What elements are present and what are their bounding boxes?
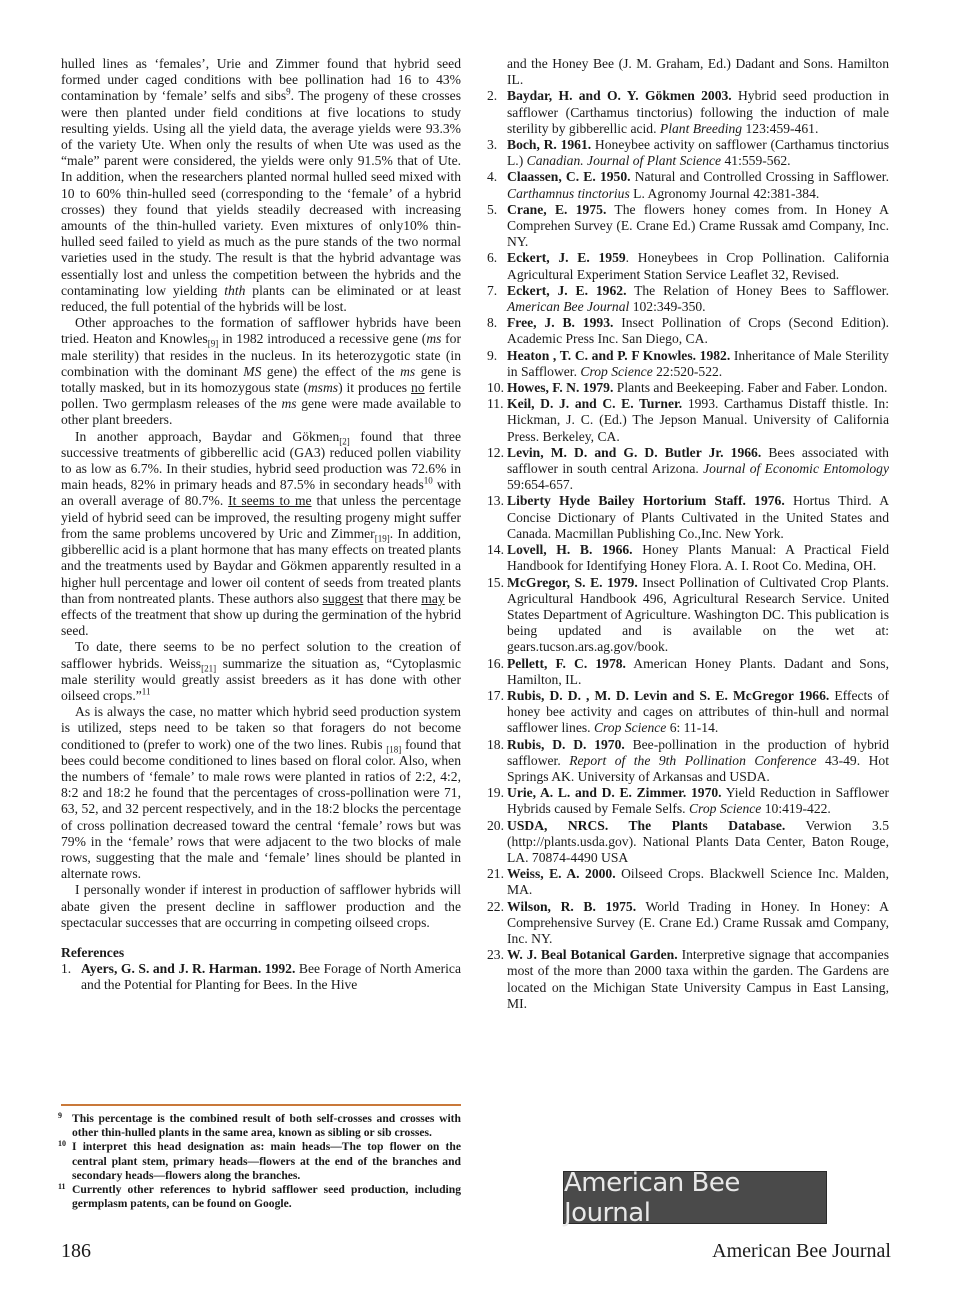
reference-item [487, 250, 889, 282]
reference-author: Rubis, D. D. 1970. [507, 736, 625, 752]
reference-item [487, 396, 889, 445]
reference-author: Rubis, D. D. , M. D. Levin and S. E. McGregor 1966. [507, 687, 830, 703]
reference-source: Crop Science [580, 363, 653, 379]
reference-number: 11. [487, 396, 504, 412]
reference-item [487, 493, 889, 542]
reference-author: Wilson, R. B. 1975. [507, 898, 637, 914]
reference-tail: 123:459-461. [742, 120, 819, 136]
footnote-number: 9 [58, 1111, 62, 1120]
reference-number: 17. [487, 687, 504, 703]
reference-author: Free, J. B. 1993. [507, 315, 614, 331]
reference-number: 10. [487, 380, 504, 396]
reference-source: Crop Science [688, 801, 762, 817]
reference-text: World Trading in Honey. In Honey: A Comprehensive Survey (E. Crane Ed.) Crame Russak amd Company, Inc. NY. [507, 898, 889, 946]
reference-number: 13. [487, 493, 504, 509]
reference-item [487, 348, 889, 380]
reference-text: Yield Reduction in Safflower Hybrids caused by Female Selfs. [507, 785, 890, 817]
reference-item: 1. Ayers, G. S. and J. R. Harman. 1992. Bee Forage of North America and the Potential for Planting for Bees. In the Hive [61, 961, 461, 993]
reference-item [487, 818, 889, 867]
reference-author: W. J. Beal Botanical Garden. [507, 947, 678, 963]
journal-logo [563, 1167, 827, 1228]
reference-author: Baydar, H. and O. Y. Gökmen 2003. [507, 88, 732, 104]
reference-author: Liberty Hyde Bailey Hortorium Staff. 1976. [507, 493, 785, 509]
reference-text: Natural and Controlled Crossing in Safflower. [630, 169, 889, 185]
paragraph-5: As is always the case, no matter which hybrid seed production system is utilized, steps need to be taken so that foragers do not become conditioned to (prefer to work) one of the two lines. Rubis $_{[18]}$ found that bees could become conditioned to lines based on floral color. Also, when the numbers of ‘female’ to male rows were planted in ratios of 2:2, 4:2, 8:2 and 18:2 he found that the percentages of cross-pollination were 71, 63, 52, and 32 percent respectively, and in the 18:2 blocks the percentage of cross pollination decreased toward the central ‘female’ rows but was 79% in the ‘female’ rows that were adjacent to the two blocks of male rows, suggesting that the male and ‘female’ lines should be planted in alternate rows. [61, 704, 461, 882]
reference-text: Insect Pollination of Cultivated Crop Plants. Agricultural Handbook 496, Agricultural Research Service. United States Department of Agriculture. Washington DC. This publication is being updated and is available on the wet at: gears.tucson.ars.ag.gov/book. [507, 574, 889, 655]
reference-item [487, 785, 889, 817]
reference-author: Levin, M. D. and G. D. Butler Jr. 1966. [507, 444, 762, 460]
reference-item [487, 169, 889, 201]
reference-text: Bee-pollination in the production of hybrid safflower. [507, 736, 889, 768]
reference-author: Pellett, F. C. 1978. [507, 655, 626, 671]
reference-author: Weiss, E. A. 2000. [507, 866, 616, 882]
reference-source: Canadian. Journal of Plant Science [526, 153, 722, 169]
reference-item [487, 542, 889, 574]
reference-number: 3. [487, 137, 498, 153]
right-column [487, 56, 889, 1012]
reference-item [487, 656, 889, 688]
paragraph-3: In another approach, Baydar and Gökmen$_{[2]}$ found that three successive treatments of gibberellic acid (GA3) reduced pollen viability to as low as 6.7%. In their studies, hybrid seed production was 72.6% in main heads, 82% in primary heads and 87.5% in secondary heads$^{10}$ with an overall average of 80.7%. It seems to me that unless the percentage yield of hybrid seed can be improved, the resulting progeny might suffer from the same problems uncovered by Uric and Zimmer$_{[19]}$. In addition, gibberellic acid is a plant hormone that has many effects on treated plants and the treatments used by Baydar and Gökmen apparently resulted in a higher hull percentage and lower oil content of seeds from treated plants than from nontreated plants. These authors also suggest that there may be effects of the treatment that show up during the germination of the hybrid seed. [61, 428, 462, 639]
reference-text: Honeybee activity on safflower (Carthamus tinctorius L.) [507, 137, 889, 169]
reference-tail: 10:419-422. [761, 801, 831, 817]
reference-author: Boch, R. 1961. [507, 137, 592, 153]
reference-author: Eckert, J. E. 1959 [507, 250, 626, 266]
footnote-text: Currently other references to hybrid safflower seed production, including germplasm patents, can be found on Google. [72, 1183, 461, 1211]
reference-text: Verwion 3.5 (http://plants.usda.gov). National Plants Data Center, Baton Rouge, LA. 70874-4490 USA [507, 817, 889, 865]
footnote-number: 10 [58, 1139, 66, 1149]
reference-author: Crane, E. 1975. [507, 201, 607, 217]
reference-text: The flowers honey comes from. In Honey A Comprehen Survey (E. Crane Ed.) Crame Russak amd Company, Inc. NY. [507, 201, 889, 250]
reference-item [487, 283, 889, 315]
reference-tail: 59:654-657. [507, 477, 574, 493]
reference-number: 21. [487, 866, 504, 882]
paragraph-2: Other approaches to the formation of safflower hybrids have been tried. Heaton and Knowles$_{[9]}$ in 1982 introduced a recessive gene (ms for male sterility) that resides in the nucleus. In its heterozygotic state (in combination with the dominant MS gene) the effect of the ms gene is totally masked, but in its homozygous state (msms) it produces no fertile pollen. Two germplasm releases of the ms gene were made available to other plant breeders. [61, 315, 462, 428]
logo-text: American Bee Journal [564, 1167, 740, 1228]
reference-text: Bees associated with safflower in south central Arizona. [507, 444, 889, 477]
footnote-text: This percentage is the combined result of both self-crosses and crosses with other thin-hulled plants in the same area, known as sibling or sib crosses. [72, 1112, 461, 1140]
reference-author: USDA, NRCS. The Plants Database. [507, 817, 786, 833]
reference-list [487, 88, 889, 1012]
reference-text: American Honey Plants. Dadant and Sons, Hamilton, IL. [507, 655, 889, 687]
reference-number: 19. [487, 785, 504, 801]
reference-item [487, 575, 889, 656]
footnote-text: I interpret this head designation as: main heads—The top flower on the central plant stem, primary heads—flowers at the end of the branches and secondary heads—flowers along the branches. [72, 1140, 461, 1182]
reference-text: Effects of honey bee activity and cages on attributes of thin-hull and normal safflower lines. [507, 687, 889, 736]
reference-tail: 22:520-522. [652, 363, 723, 379]
reference-item [487, 947, 889, 1012]
reference-number: 9. [487, 347, 498, 363]
reference-number: 15. [487, 574, 504, 590]
footnote-rule [61, 1104, 461, 1106]
paragraph-1: hulled lines as ‘females’, Urie and Zimmer found that hybrid seed formed under caged conditions with bee pollination had 16 to 43% contamination by ‘female’ selfs and sibs$^9$. The progeny of these crosses were then planted under field conditions at five locations to study resulting yields. Using all the yield data, the average yields were 93.3% of the variety Ute. When only the results of when Ute was used as the “male” parent were considered, the yields were only 91.5% that of Ute. In addition, when the researchers planted normal hulled seed mixed with 10 to 60% thin-hulled seed (corresponding to the ‘female’ of a hybrid crosses) they found that yields steadily decreased with increasing amounts of the thin-hulled variety. Even mixtures of only10% thin-hulled seed failed to yield as much as the pure stands of the two normal varieties used in the study. The result is that the hybrid advantage was essentially lost and unless the competition between the hybrids and the contaminating low yielding thth plants can be eliminated or at least reduced, the full potential of the hybrids will be lost. [61, 56, 462, 315]
footnote-number: 11 [58, 1182, 66, 1192]
reference-item [487, 88, 889, 137]
page-number: 186 [61, 1240, 91, 1262]
reference-item [487, 315, 889, 347]
reference-item [487, 866, 889, 898]
left-column [61, 56, 461, 994]
reference-number: 14. [487, 542, 504, 558]
reference-number: 4. [487, 169, 498, 185]
reference-number: 8. [487, 315, 498, 331]
reference-author: Heaton , T. C. and P. F Knowles. 1982. [507, 347, 731, 363]
reference-text: The Relation of Honey Bees to Safflower. [626, 282, 889, 298]
reference-number: 2. [487, 88, 498, 104]
footnote-item [58, 1111, 461, 1140]
reference-item [487, 445, 889, 494]
reference-number: 18. [487, 736, 504, 752]
reference-text: Plants and Beekeeping. Faber and Faber. London. [613, 380, 888, 396]
reference-text: Oilseed Crops. Blackwell Science Inc. Malden, MA. [507, 866, 889, 898]
reference-source: Crop Science [593, 720, 667, 736]
reference-item [487, 899, 889, 948]
reference-number: 20. [487, 817, 504, 833]
reference-text: Interpretive signage that accompanies most of the more than 2000 taxa within the garden. The Gardens are located on the Michigan State University Campus in East Lansing, MI. [507, 947, 889, 1011]
reference-source: Journal of Economic Entomology [703, 461, 889, 477]
reference-item [487, 380, 889, 396]
reference-number: 22. [487, 898, 504, 914]
reference-author: Howes, F. N. 1979. [507, 380, 614, 396]
reference-author: Eckert, J. E. 1962. [507, 282, 627, 298]
reference-item [487, 137, 889, 169]
reference-text: Insect Pollination of Crops (Second Edition). Academic Press Inc. San Diego, CA. [507, 315, 890, 347]
reference-text: . Honeybees in Crop Pollination. California Agricultural Experiment Station Service Leaflet 32, Revised. [507, 250, 889, 282]
footnote-item [58, 1182, 461, 1211]
reference-source: Plant Breeding [659, 120, 743, 136]
paragraph-6: I personally wonder if interest in production of safflower hybrids will abate given the present decline in safflower production and the spectacular successes that are occurring in competing oilseed crops. [61, 882, 461, 930]
reference-item [487, 688, 889, 737]
reference-author: McGregor, S. E. 1979. [507, 574, 638, 590]
references-heading: References [61, 944, 125, 960]
reference-text: Hybrid seed production in safflower (Carthamus tinctorius) following the induction of male sterility by gibberellic acid. [507, 88, 889, 136]
reference-number: 7. [487, 282, 498, 298]
reference-tail: 43-49. Hot Springs AK. University of Arkansas and USDA. [507, 752, 889, 784]
reference-text: Inheritance of Male Sterility in Safflower. [507, 347, 889, 379]
paragraph-4: To date, there seems to be no perfect solution to the creation of safflower hybrids. Weiss$_{[21]}$ summarize the situation as, “Cytoplasmic male sterility would greatly assist breeders as it has done with other oilseed crops.”$^{11}$ [61, 639, 461, 703]
reference-number: 6. [487, 250, 498, 266]
reference-source: Carthamnus tinctorius [507, 185, 630, 201]
reference-continuation: and the Honey Bee (J. M. Graham, Ed.) Dadant and Sons. Hamilton IL. [507, 56, 889, 88]
reference-author: Claassen, C. E. 1950. [507, 169, 631, 185]
reference-number: 12. [487, 444, 504, 460]
reference-number: 23. [487, 947, 504, 963]
reference-number: 16. [487, 655, 504, 671]
reference-number: 5. [487, 201, 498, 217]
reference-text: 1993. Carthamus Distaff thistle. In: Hickman, J. C. (Ed.) The Jepson Manual. University of California Press. Berkeley, CA. [507, 396, 890, 444]
reference-item [487, 202, 889, 251]
reference-tail: 41:559-562. [721, 153, 791, 169]
footer-journal-title: American Bee Journal [712, 1240, 891, 1262]
reference-text: Honey Plants Manual: A Practical Field Handbook for Identifying Honey Flora. A. I. Root Co. Medina, OH. [507, 542, 890, 574]
reference-author: Urie, A. L. and D. E. Zimmer. 1970. [507, 785, 722, 801]
reference-text: Hortus Third. A Concise Dictionary of Plants Cultivated in the United States and Canada. Macmillan Publishing Co.,Inc. New York. [507, 493, 890, 541]
footnotes [58, 1111, 461, 1211]
reference-tail: 102:349-350. [629, 299, 706, 315]
reference-source: American Bee Journal [507, 299, 630, 315]
reference-item [487, 737, 889, 786]
footnote-item [58, 1139, 461, 1183]
reference-tail: L. Agronomy Journal 42:381-384. [629, 185, 820, 201]
reference-author: Keil, D. J. and C. E. Turner. [507, 396, 683, 412]
reference-author: Lovell, H. B. 1966. [507, 542, 633, 558]
reference-source: Report of the 9th Pollination Conference [569, 752, 817, 768]
reference-tail: 6: 11-14. [666, 720, 719, 736]
